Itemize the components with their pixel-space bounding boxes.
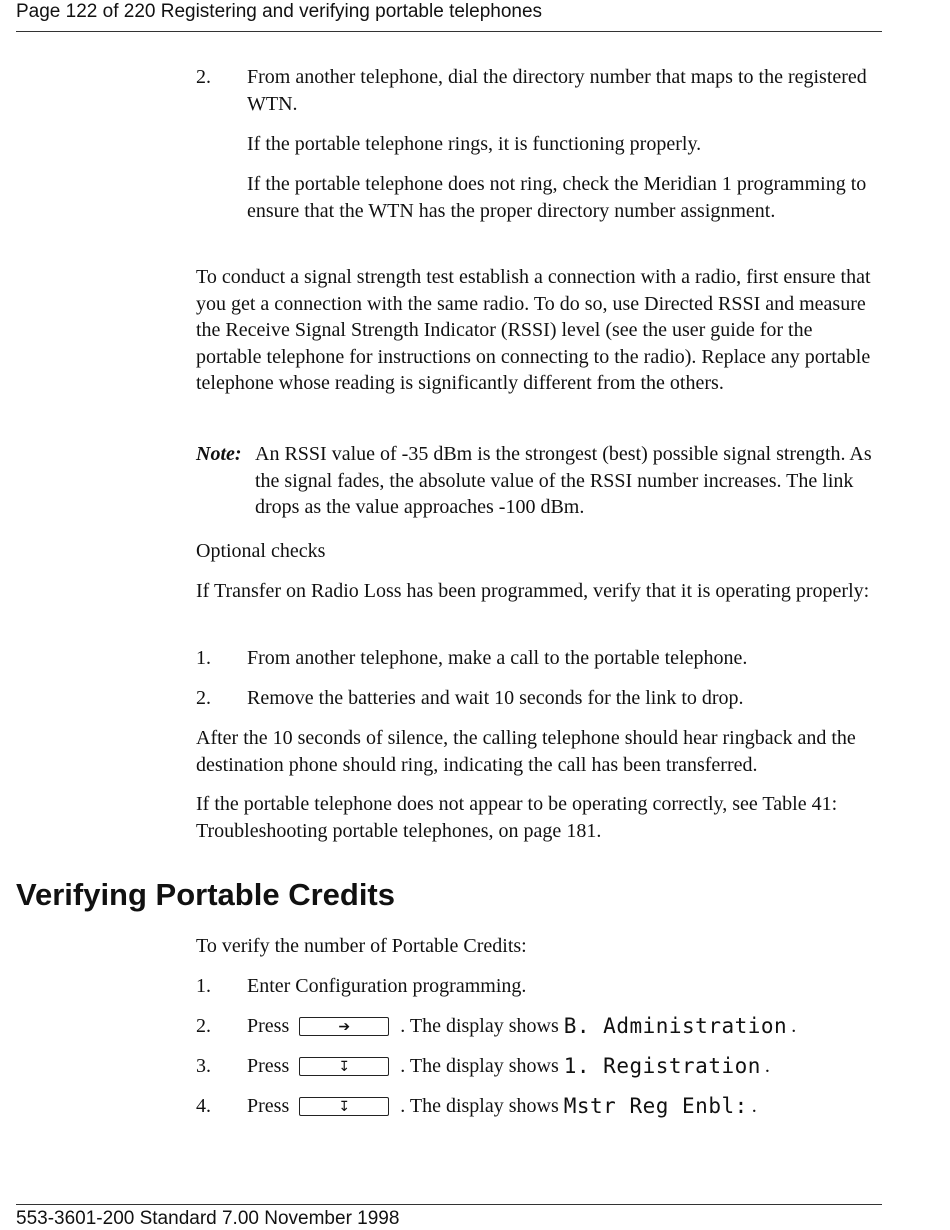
- optional-step-text: From another telephone, make a call to the portable telephone.: [247, 647, 748, 669]
- section-heading: Verifying Portable Credits: [16, 877, 395, 912]
- optional-after-paragraph: After the 10 seconds of silence, the calling telephone should hear ringback and the destination phone should ring, indicating the call has been transferred.: [196, 727, 856, 776]
- down-arrow-key-icon: ↧: [299, 1097, 389, 1116]
- display-shows-text: . The display shows: [400, 1015, 559, 1037]
- note-text: An RSSI value of -35 dBm is the strongest (best) possible signal strength. As the signal fades, the absolute value of the RSSI number increases. The link drops as the value approaches -100 dBm.: [255, 443, 872, 519]
- press-word: Press: [247, 1095, 290, 1117]
- verify-result-ok: If the portable telephone rings, it is functioning properly.: [247, 133, 702, 155]
- signal-test-paragraph: To conduct a signal strength test establish a connection with a radio, first ensure that you get a connection with the same radio. To do so, use Directed RSSI and measure the Receive Signal Strength Indicator (RSSI) level (see the user guide for the portable telephone for instructions on connecting to the radio). Replace any portable telephone whose reading is significantly different from the others.: [196, 266, 871, 395]
- press-word: Press: [247, 1015, 290, 1037]
- optional-step-text: Remove the batteries and wait 10 seconds for the link to drop.: [247, 687, 744, 709]
- optional-step-number: 2.: [196, 687, 211, 709]
- optional-checks-title: Optional checks: [196, 540, 326, 562]
- section-intro: To verify the number of Portable Credits:: [196, 935, 527, 957]
- press-word: Press: [247, 1055, 290, 1077]
- footer-text: 553-3601-200 Standard 7.00 November 1998: [16, 1208, 400, 1229]
- note-label: Note:: [196, 443, 242, 465]
- verify-result-fail: If the portable telephone does not ring, check the Meridian 1 programming to ensure that the WTN has the proper directory number assignment.: [247, 173, 867, 222]
- lcd-display-text: Mstr Reg Enbl:: [563, 1094, 748, 1118]
- credits-step-text: Enter Configuration programming.: [247, 975, 527, 997]
- right-arrow-key-icon: ➔: [299, 1017, 389, 1036]
- credits-step-number: 2.: [196, 1015, 211, 1037]
- sentence-end: .: [791, 1015, 797, 1037]
- press-instruction: [247, 1053, 770, 1080]
- credits-step-number: 1.: [196, 975, 211, 997]
- press-instruction: [247, 1093, 757, 1120]
- display-shows-text: . The display shows: [400, 1055, 559, 1077]
- optional-intro: If Transfer on Radio Loss has been programmed, verify that it is operating properly:: [196, 580, 870, 602]
- press-instruction: [247, 1013, 796, 1040]
- sentence-end: .: [751, 1095, 757, 1117]
- troubleshoot-paragraph: If the portable telephone does not appear to be operating correctly, see Table 41: Troubleshooting portable telephones, on page 181.: [196, 793, 838, 842]
- verify-step-number: 2.: [196, 66, 211, 88]
- display-shows-text: . The display shows: [400, 1095, 559, 1117]
- page-footer: [16, 1204, 882, 1229]
- lcd-display-text: B. Administration: [563, 1014, 788, 1038]
- sentence-end: .: [764, 1055, 770, 1077]
- page-header: [16, 0, 882, 32]
- lcd-display-text: 1. Registration: [563, 1054, 761, 1078]
- verify-step-text: From another telephone, dial the directory number that maps to the registered WTN.: [247, 66, 867, 115]
- optional-step-number: 1.: [196, 647, 211, 669]
- header-text: Page 122 of 220 Registering and verifying portable telephones: [16, 1, 543, 22]
- credits-step-number: 3.: [196, 1055, 211, 1077]
- credits-step-number: 4.: [196, 1095, 211, 1117]
- down-arrow-key-icon: ↧: [299, 1057, 389, 1076]
